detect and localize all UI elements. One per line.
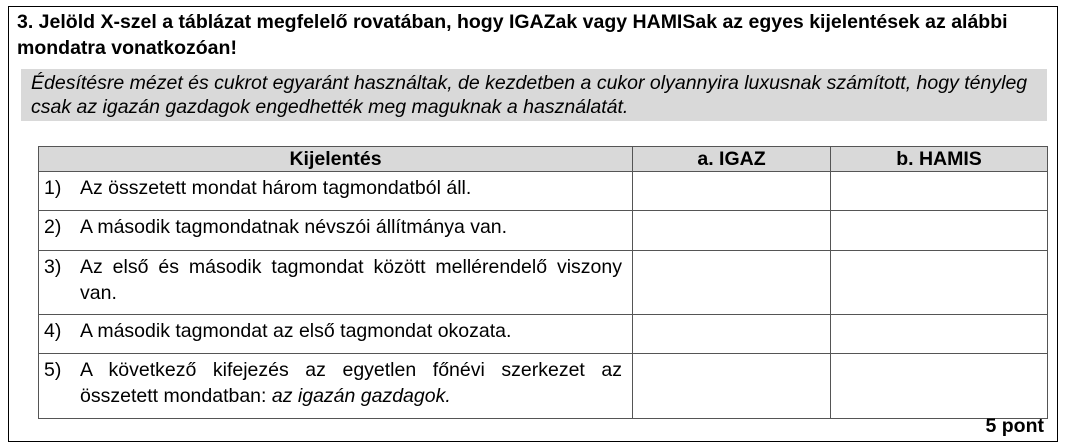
answer-cell-true[interactable] xyxy=(633,211,831,251)
score-label: 5 pont xyxy=(985,415,1044,437)
answer-cell-false[interactable] xyxy=(831,315,1048,354)
statement-cell xyxy=(39,354,633,419)
quoted-sentence: Édesítésre mézet és cukrot egyaránt használtak, de kezdetben a cukor olyannyira luxusnak számított, hogy tényleg csak az igazán gazdagok engedhették meg maguknak a használatát. xyxy=(21,69,1047,121)
answer-cell-true[interactable] xyxy=(633,251,831,315)
table-row xyxy=(39,315,1048,354)
statement-text: A második tagmondatnak névszói állítmánya van. xyxy=(80,216,508,238)
statement-number: 2) xyxy=(44,216,62,238)
table-header-row xyxy=(39,147,1048,172)
answer-cell-false[interactable] xyxy=(831,251,1048,315)
statement-number: 4) xyxy=(44,320,62,342)
answer-cell-false[interactable] xyxy=(831,211,1048,251)
statement-cell xyxy=(39,251,633,315)
statement-number: 5) xyxy=(44,359,62,381)
answer-cell-true[interactable] xyxy=(633,172,831,211)
column-header-false: b. HAMIS xyxy=(831,147,1048,172)
statement-cell xyxy=(39,211,633,251)
statement-text: Az első és második tagmondat között mellérendelő viszony van. xyxy=(80,256,622,304)
statement-number: 3) xyxy=(44,256,62,278)
statement-italic-phrase: az igazán gazdagok. xyxy=(271,385,451,407)
table-row xyxy=(39,354,1048,419)
statement-table xyxy=(38,146,1048,419)
statement-text: A második tagmondat az első tagmondat okozata. xyxy=(80,320,512,342)
statement-cell xyxy=(39,315,633,354)
statement-text: A következő kifejezés az egyetlen főnévi szerkezet az összetett mondatban: az igazán gazdagok. xyxy=(80,359,622,407)
task-title: 3. Jelöld X-szel a táblázat megfelelő rovatában, hogy IGAZak vagy HAMISak az egyes kijelentések az alábbi mondatra vonatkozóan! xyxy=(17,11,1008,59)
answer-cell-false[interactable] xyxy=(831,172,1048,211)
statement-number: 1) xyxy=(44,177,62,199)
statement-cell xyxy=(39,172,633,211)
table-row xyxy=(39,172,1048,211)
column-header-statement: Kijelentés xyxy=(39,147,633,172)
table-row xyxy=(39,211,1048,251)
table-row xyxy=(39,251,1048,315)
column-header-true: a. IGAZ xyxy=(633,147,831,172)
answer-cell-false[interactable] xyxy=(831,354,1048,419)
answer-cell-true[interactable] xyxy=(633,354,831,419)
statement-text: Az összetett mondat három tagmondatból áll. xyxy=(80,177,472,199)
answer-cell-true[interactable] xyxy=(633,315,831,354)
